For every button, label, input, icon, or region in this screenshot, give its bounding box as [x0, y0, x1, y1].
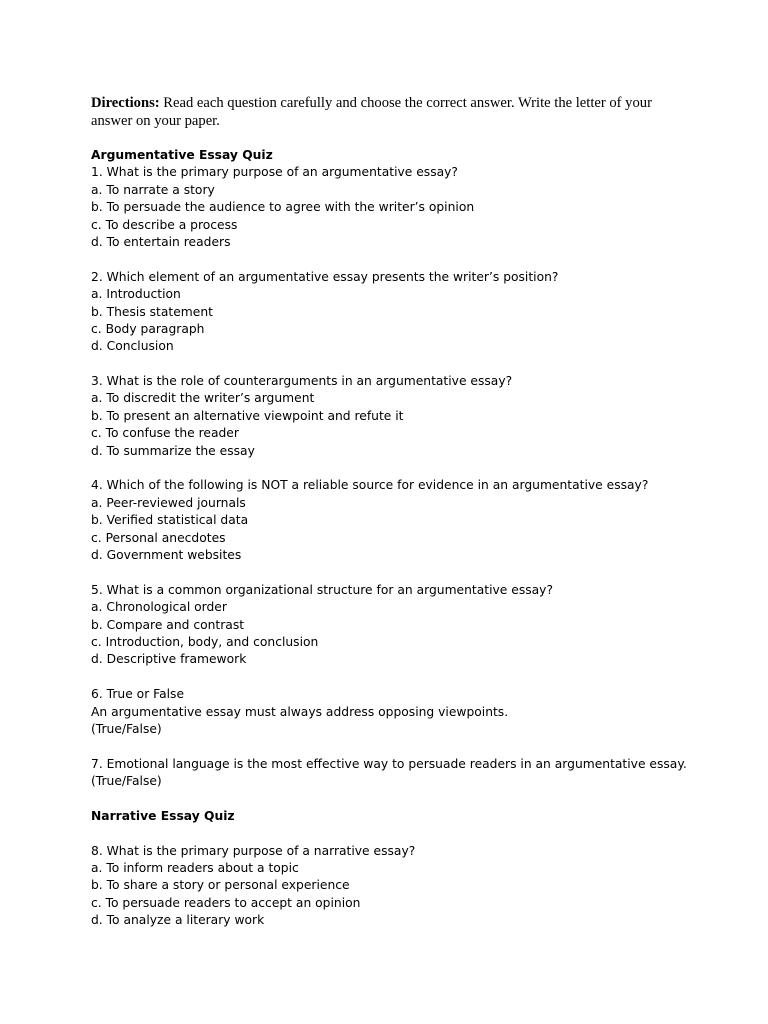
answer-option: a. Introduction [91, 287, 181, 302]
answer-option: d. Government websites [91, 547, 242, 562]
answer-option: c. To confuse the reader [91, 426, 239, 441]
answer-option: d. Descriptive framework [91, 652, 247, 667]
quiz-body [91, 147, 711, 930]
paragraph-gap [91, 356, 711, 373]
answer-option: a. Chronological order [91, 600, 227, 615]
answer-option: b. To present an alternative viewpoint and refute it [91, 408, 404, 423]
paragraph-gap [91, 564, 711, 581]
answer-option: c. To describe a process [91, 217, 238, 232]
answer-format: (True/False) [91, 774, 162, 789]
question-text: 7. Emotional language is the most effective way to persuade readers in an argumentative essay. [91, 756, 687, 771]
paragraph-gap [91, 669, 711, 686]
question-text: 4. Which of the following is NOT a reliable source for evidence in an argumentative essay? [91, 478, 649, 493]
directions-text: Read each question carefully and choose the correct answer. Write the letter of your answer on your paper. [91, 95, 652, 129]
answer-option: d. To analyze a literary work [91, 913, 265, 928]
question-6 [91, 686, 711, 738]
question-text: 5. What is a common organizational structure for an argumentative essay? [91, 582, 553, 597]
question-statement: An argumentative essay must always address opposing viewpoints. [91, 704, 509, 719]
answer-option: a. To narrate a story [91, 182, 215, 197]
answer-option: b. Compare and contrast [91, 617, 245, 632]
question-text: 6. True or False [91, 687, 185, 702]
answer-option: d. Conclusion [91, 339, 174, 354]
question-5 [91, 582, 711, 669]
answer-option: b. Thesis statement [91, 304, 213, 319]
paragraph-gap [91, 825, 711, 842]
question-3 [91, 373, 711, 460]
directions-paragraph [91, 94, 691, 130]
answer-option: c. Personal anecdotes [91, 530, 226, 545]
answer-option: d. To summarize the essay [91, 443, 255, 458]
question-4 [91, 477, 711, 564]
question-8 [91, 843, 711, 930]
question-text: 2. Which element of an argumentative essay presents the writer’s position? [91, 269, 559, 284]
answer-option: a. To discredit the writer’s argument [91, 391, 315, 406]
argumentative-quiz-title: Argumentative Essay Quiz [91, 148, 273, 162]
paragraph-gap [91, 251, 711, 268]
answer-option: b. To persuade the audience to agree with the writer’s opinion [91, 200, 475, 215]
question-text: 3. What is the role of counterarguments in an argumentative essay? [91, 374, 513, 389]
question-1 [91, 164, 711, 251]
answer-option: b. To share a story or personal experience [91, 878, 350, 893]
question-7 [91, 756, 711, 791]
question-text: 8. What is the primary purpose of a narrative essay? [91, 843, 416, 858]
answer-option: c. Body paragraph [91, 321, 205, 336]
answer-option: d. To entertain readers [91, 234, 231, 249]
answer-format: (True/False) [91, 721, 162, 736]
paragraph-gap [91, 790, 711, 807]
narrative-quiz-title: Narrative Essay Quiz [91, 808, 235, 823]
answer-option: a. To inform readers about a topic [91, 861, 299, 876]
paragraph-gap [91, 460, 711, 477]
question-text: 1. What is the primary purpose of an argumentative essay? [91, 165, 458, 180]
answer-option: b. Verified statistical data [91, 513, 249, 528]
answer-option: c. Introduction, body, and conclusion [91, 634, 319, 649]
directions-label: Directions: [91, 95, 160, 111]
question-2 [91, 269, 711, 356]
answer-option: c. To persuade readers to accept an opinion [91, 895, 361, 910]
paragraph-gap [91, 738, 711, 755]
answer-option: a. Peer-reviewed journals [91, 495, 246, 510]
